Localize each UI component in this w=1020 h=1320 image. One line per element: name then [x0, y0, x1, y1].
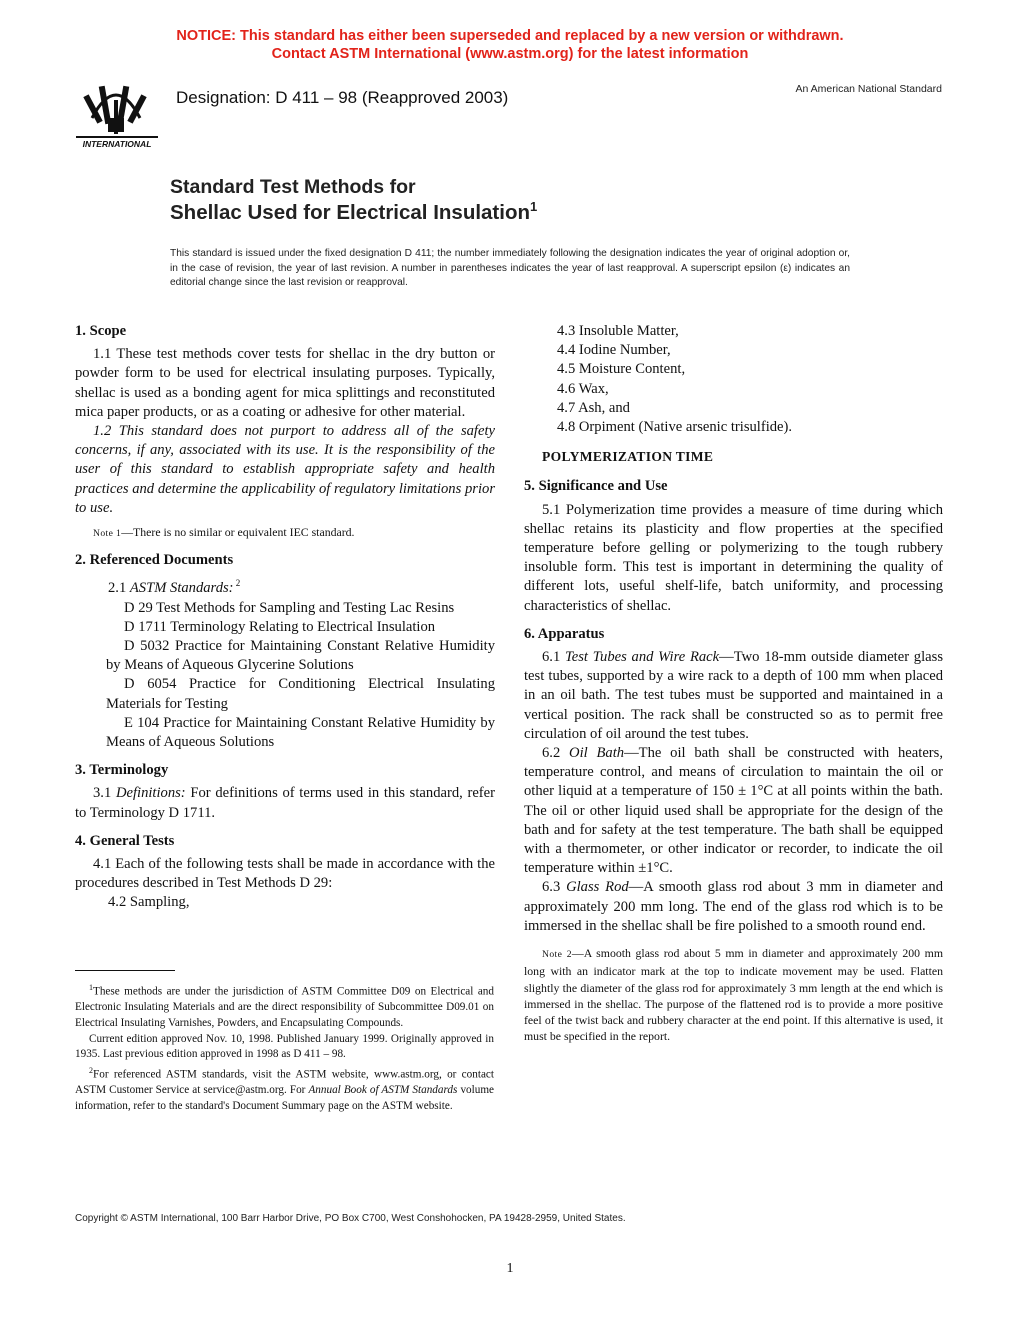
document-title: [170, 175, 537, 225]
title-line-1: Standard Test Methods for: [170, 176, 416, 198]
american-national-standard: An American National Standard: [795, 83, 942, 95]
section-6-2-text: —The oil bath shall be constructed with heaters, temperature control, and means of circulation to maintain the oil or other liquid at a temperature of 150 ± 1°C at all points within the bath. The oil or other liquid used shall be appropriate for the design of the bath and for safety at the test temperature. The bath shall be equipped with a thermometer, or other indicator or recorder, to indicate the oil temperature within ±1°C.: [524, 745, 943, 877]
section-4-heading: 4. General Tests: [75, 832, 175, 849]
item-4-4: 4.4 Iodine Number,: [557, 342, 671, 359]
section-1-1: 1.1 These test methods cover tests for shellac in the dry button or powder form to be used for electrical insulating purposes. Typically, shellac is used as a bonding agent for mica splittings and reconstituted mica paper products, or as a coating or adhesive for other material.: [75, 346, 495, 420]
reference-e104: E 104 Practice for Maintaining Constant Relative Humidity by Means of Aqueous Solutions: [106, 714, 495, 750]
title-line-2: [170, 200, 537, 225]
reference-d6054: D 6054 Practice for Conditioning Electrical Insulating Materials for Testing: [106, 676, 495, 712]
section-5-heading: 5. Significance and Use: [524, 478, 668, 495]
note-2-text: —A smooth glass rod about 5 mm in diameter and approximately 200 mm long with an indicator mark at the top to indicate movement may be used. Flatten slightly the diameter of the glass rod for approximately 3 mm length at the end which is immersed in the shellac. The purpose of the flattened rod is to provide a more positive feel of the twist back and rubbery character at the end point. If this alternative is used, it must be specified in the report.: [524, 946, 944, 1044]
footnotes: [75, 980, 494, 1114]
note-1: [75, 524, 495, 542]
title-footnote-mark: 1: [530, 199, 538, 214]
reference-d5032: D 5032 Practice for Maintaining Constant Relative Humidity by Means of Aqueous Glycerine Solutions: [106, 637, 495, 674]
section-5-1: 5.1 Polymerization time provides a measure of time during which shellac retains its plasticity and flow properties at the specified temperature before gelling or polymerizing to the tough rubbery insoluble form. This test is important in determining the quality of different lots, useful shelf-life, batch uniformity, and processing characteristics of shellac.: [524, 501, 943, 614]
footnote-2-mark: 2: [89, 1065, 93, 1075]
section-6-3: [524, 878, 943, 936]
section-6-2-num: 6.2: [542, 745, 570, 762]
reference-d29: D 29 Test Methods for Sampling and Testing Lac Resins: [124, 599, 455, 616]
title-line-2-text: Shellac Used for Electrical Insulation: [170, 201, 531, 224]
footnote-2: [75, 1063, 494, 1115]
section-6-3-term: Glass Rod: [566, 879, 629, 896]
section-6-heading: 6. Apparatus: [524, 625, 605, 642]
section-6-3-num: 6.3: [542, 879, 567, 896]
astm-logo: [70, 78, 162, 150]
section-4-2: 4.2 Sampling,: [108, 894, 190, 911]
notice-banner: [0, 27, 1020, 63]
page-number: 1: [506, 1261, 514, 1276]
item-4-3: 4.3 Insoluble Matter,: [557, 323, 679, 339]
note-2-label: Note 2: [542, 949, 572, 961]
section-3-1-text: For definitions of terms used in this standard, refer to Terminology D 1711.: [75, 785, 495, 821]
section-4-1: 4.1 Each of the following tests shall be made in accordance with the procedures described in Test Methods D 29:: [75, 855, 495, 892]
note-1-text: —There is no similar or equivalent IEC standard.: [121, 525, 355, 540]
section-6-1-num: 6.1: [542, 649, 565, 666]
notice-line-2: Contact ASTM International (www.astm.org) for the latest information: [271, 46, 749, 62]
item-4-8: 4.8 Orpiment (Native arsenic trisulfide).: [557, 419, 793, 436]
section-2-heading: 2. Referenced Documents: [75, 552, 234, 569]
section-2-1: [75, 574, 495, 598]
left-column: [75, 322, 495, 913]
section-2-1-num: 2.1: [108, 580, 130, 597]
section-6-1-term: Test Tubes and Wire Rack: [565, 649, 720, 666]
section-6-2-term: Oil Bath: [569, 745, 625, 762]
right-column: [524, 322, 943, 1044]
logo-wordmark: INTERNATIONAL: [82, 139, 152, 149]
section-2-1-sup: 2: [233, 578, 241, 589]
issuance-statement: This standard is issued under the fixed designation D 411; the number immediately following the designation indicates the year of original adoption or, in the case of revision, the year of last revision. A number in parentheses indicates the year of last reapproval. A superscript epsilon (ε) indicates an editorial change since the last revision or reapproval.: [170, 248, 850, 289]
footnote-2-text-b: volume information, refer to the standard's Document Summary page on the ASTM website.: [75, 1084, 494, 1112]
footnote-divider: [75, 970, 175, 971]
section-6-1-text: —Two 18-mm outside diameter glass test tubes, supported by a wire rack to a depth of 100 mm when placed in an oil bath. The test tubes must be supported and maintained in a vertical position. The rack shall be constructed so as to permit free circulation of oil around the test tubes.: [524, 649, 943, 742]
section-6-2: [524, 744, 943, 878]
item-4-7: 4.7 Ash, and: [557, 399, 630, 416]
section-3-1-num: 3.1: [93, 785, 116, 802]
footnote-2-italic: Annual Book of ASTM Standards: [308, 1084, 458, 1097]
copyright-line: Copyright © ASTM International, 100 Barr Harbor Drive, PO Box C700, West Conshohocken, PA 19428-2959, United States.: [75, 1213, 626, 1224]
note-2: [524, 945, 943, 1044]
footnote-1-edition: Current edition approved Nov. 10, 1998. Published January 1999. Originally approved in 1935. Last previous edition approved in 1998 as D 411 – 98.: [75, 1032, 494, 1061]
notice-line-1: NOTICE: This standard has either been superseded and replaced by a new version or withdrawn.: [176, 28, 844, 44]
section-1-heading: 1. Scope: [75, 323, 127, 339]
footnote-1-text: These methods are under the jurisdiction of ASTM Committee D09 on Electrical and Electronic Insulating Materials and are the direct responsibility of Subcommittee D09.01 on Electrical Insulating Varnishes, Powders, and Encapsulating Compounds.: [75, 985, 494, 1029]
section-3-1: [75, 784, 495, 822]
section-6-3-text: —A smooth glass rod about 3 mm in diameter and approximately 200 mm long. The end of the glass rod which is to be immersed in the shellac shall be fire polished to a smooth round end.: [524, 879, 943, 934]
polymerization-time-heading: POLYMERIZATION TIME: [542, 449, 714, 465]
footnote-1-mark: 1: [89, 983, 93, 992]
designation: Designation: D 411 – 98 (Reapproved 2003): [176, 88, 509, 107]
note-1-label: Note 1: [93, 528, 122, 540]
reference-d1711: D 1711 Terminology Relating to Electrical Insulation: [124, 618, 436, 635]
footnote-2-text-a: For referenced ASTM standards, visit the ASTM website, www.astm.org, or contact ASTM Customer Service at service@astm.org. For: [75, 1068, 494, 1097]
item-4-5: 4.5 Moisture Content,: [557, 361, 686, 378]
section-3-heading: 3. Terminology: [75, 762, 169, 779]
item-4-6: 4.6 Wax,: [557, 380, 609, 397]
section-1-2: 1.2 This standard does not purport to address all of the safety concerns, if any, associated with its use. It is the responsibility of the user of this standard to establish appropriate safety and health practices and determine the applicability of regulatory limitations prior to use.: [75, 423, 495, 516]
section-3-1-term: Definitions:: [115, 785, 186, 802]
section-2-1-text: ASTM Standards:: [129, 580, 234, 597]
footnote-1: [75, 980, 494, 1032]
section-6-1: [524, 648, 943, 744]
